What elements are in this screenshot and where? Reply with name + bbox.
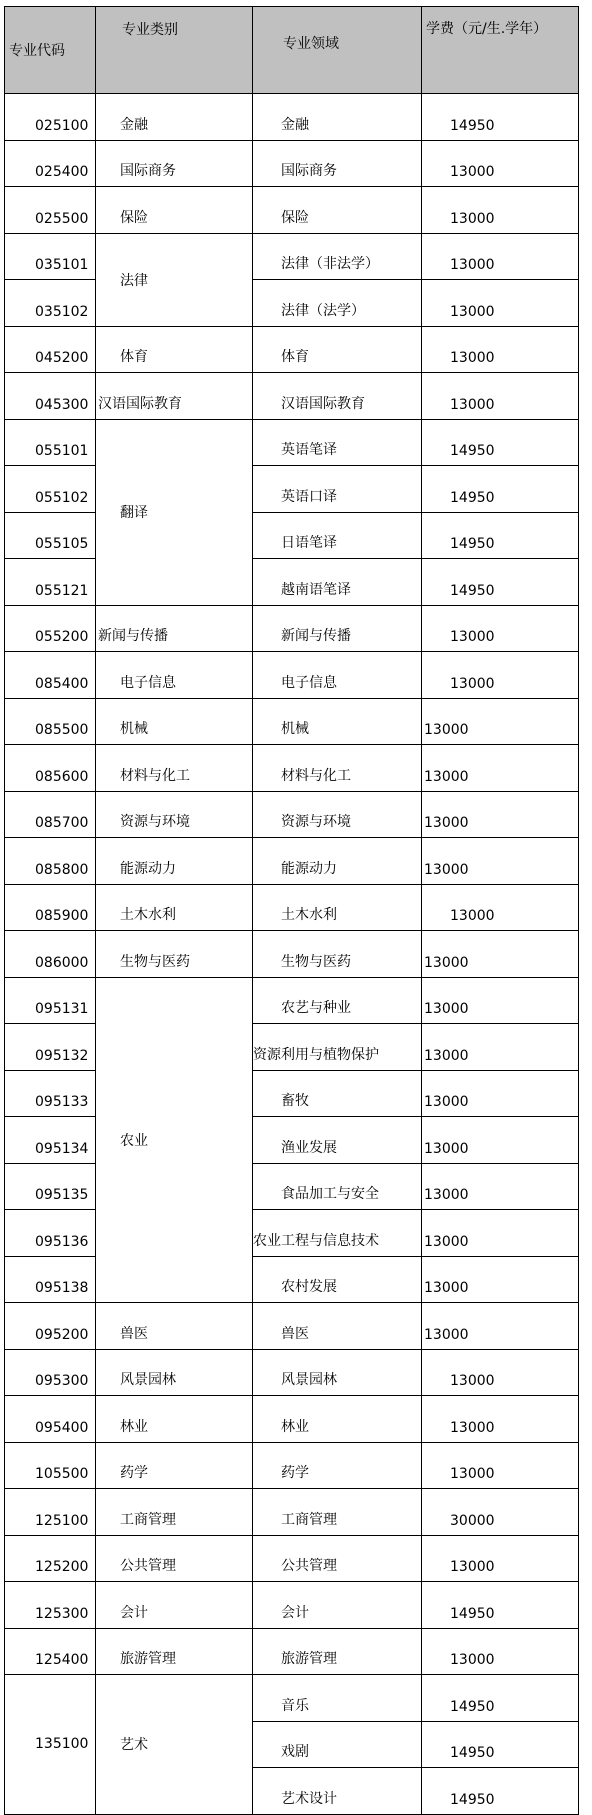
cell-field: 土木水利 bbox=[253, 884, 422, 931]
cell-code: 025400 bbox=[5, 140, 96, 187]
cell-fee: 13000 bbox=[422, 931, 579, 978]
cell-field: 能源动力 bbox=[253, 838, 422, 885]
cell-field: 生物与医药 bbox=[253, 931, 422, 978]
cell-fee: 13000 bbox=[422, 791, 579, 838]
cell-fee: 13000 bbox=[422, 1163, 579, 1210]
cell-code: 135100 bbox=[5, 1675, 96, 1815]
cell-fee: 13000 bbox=[422, 884, 579, 931]
table-row bbox=[5, 512, 579, 559]
tuition-table bbox=[4, 6, 579, 1815]
cell-fee: 13000 bbox=[422, 698, 579, 745]
cell-category: 汉语国际教育 bbox=[96, 373, 253, 420]
cell-field: 戏剧 bbox=[253, 1721, 422, 1768]
cell-fee: 13000 bbox=[422, 140, 579, 187]
table-row bbox=[5, 1163, 579, 1210]
cell-field: 汉语国际教育 bbox=[253, 373, 422, 420]
cell-field: 艺术设计 bbox=[253, 1768, 422, 1815]
cell-code: 095135 bbox=[5, 1163, 96, 1210]
cell-code: 085800 bbox=[5, 838, 96, 885]
cell-field: 农业工程与信息技术 bbox=[253, 1210, 422, 1257]
cell-category: 生物与医药 bbox=[96, 931, 253, 978]
cell-field: 新闻与传播 bbox=[253, 605, 422, 652]
table-row bbox=[5, 419, 579, 466]
cell-field: 体育 bbox=[253, 326, 422, 373]
cell-fee: 14950 bbox=[422, 419, 579, 466]
table-row bbox=[5, 931, 579, 978]
cell-field: 日语笔译 bbox=[253, 512, 422, 559]
cell-field: 机械 bbox=[253, 698, 422, 745]
cell-field: 法律（非法学） bbox=[253, 233, 422, 280]
cell-code: 095138 bbox=[5, 1256, 96, 1303]
cell-code: 055101 bbox=[5, 419, 96, 466]
table-row bbox=[5, 1070, 579, 1117]
cell-category: 金融 bbox=[96, 94, 253, 141]
cell-code: 125100 bbox=[5, 1489, 96, 1536]
cell-fee: 13000 bbox=[422, 1442, 579, 1489]
table-row bbox=[5, 1582, 579, 1629]
cell-field: 英语口译 bbox=[253, 466, 422, 513]
table-row bbox=[5, 977, 579, 1024]
cell-field: 音乐 bbox=[253, 1675, 422, 1722]
cell-code: 085900 bbox=[5, 884, 96, 931]
cell-fee: 14950 bbox=[422, 1768, 579, 1815]
cell-fee: 14950 bbox=[422, 94, 579, 141]
header-field: 专业领域 bbox=[253, 7, 422, 94]
table-row bbox=[5, 1256, 579, 1303]
cell-category: 电子信息 bbox=[96, 652, 253, 699]
cell-category: 保险 bbox=[96, 187, 253, 234]
table-row bbox=[5, 1210, 579, 1257]
cell-fee: 13000 bbox=[422, 1303, 579, 1350]
cell-code: 095136 bbox=[5, 1210, 96, 1257]
table-row bbox=[5, 94, 579, 141]
cell-fee: 13000 bbox=[422, 1628, 579, 1675]
cell-category: 风景园林 bbox=[96, 1349, 253, 1396]
cell-field: 英语笔译 bbox=[253, 419, 422, 466]
cell-fee: 13000 bbox=[422, 233, 579, 280]
cell-fee: 13000 bbox=[422, 745, 579, 792]
cell-category: 机械 bbox=[96, 698, 253, 745]
table-row bbox=[5, 745, 579, 792]
cell-category: 兽医 bbox=[96, 1303, 253, 1350]
cell-fee: 13000 bbox=[422, 652, 579, 699]
cell-code: 105500 bbox=[5, 1442, 96, 1489]
cell-code: 125400 bbox=[5, 1628, 96, 1675]
cell-fee: 13000 bbox=[422, 605, 579, 652]
cell-code: 055102 bbox=[5, 466, 96, 513]
cell-category: 农业 bbox=[96, 977, 253, 1303]
table-row bbox=[5, 1442, 579, 1489]
cell-field: 国际商务 bbox=[253, 140, 422, 187]
cell-fee: 13000 bbox=[422, 977, 579, 1024]
cell-field: 资源与环境 bbox=[253, 791, 422, 838]
table-row bbox=[5, 1675, 579, 1722]
cell-code: 035102 bbox=[5, 280, 96, 327]
cell-category: 材料与化工 bbox=[96, 745, 253, 792]
cell-field: 公共管理 bbox=[253, 1535, 422, 1582]
cell-fee: 13000 bbox=[422, 187, 579, 234]
cell-fee: 13000 bbox=[422, 1349, 579, 1396]
cell-category: 药学 bbox=[96, 1442, 253, 1489]
cell-code: 085500 bbox=[5, 698, 96, 745]
table-row bbox=[5, 838, 579, 885]
cell-fee: 13000 bbox=[422, 326, 579, 373]
cell-code: 095131 bbox=[5, 977, 96, 1024]
cell-code: 095133 bbox=[5, 1070, 96, 1117]
table-row bbox=[5, 1396, 579, 1443]
cell-code: 125200 bbox=[5, 1535, 96, 1582]
cell-category: 土木水利 bbox=[96, 884, 253, 931]
header-code: 专业代码 bbox=[5, 7, 96, 94]
cell-category: 资源与环境 bbox=[96, 791, 253, 838]
table-row bbox=[5, 187, 579, 234]
cell-category: 体育 bbox=[96, 326, 253, 373]
table-row bbox=[5, 280, 579, 327]
cell-field: 风景园林 bbox=[253, 1349, 422, 1396]
cell-code: 095132 bbox=[5, 1024, 96, 1071]
cell-fee: 13000 bbox=[422, 1256, 579, 1303]
cell-code: 035101 bbox=[5, 233, 96, 280]
cell-category: 能源动力 bbox=[96, 838, 253, 885]
table-row bbox=[5, 1349, 579, 1396]
cell-field: 电子信息 bbox=[253, 652, 422, 699]
cell-fee: 14950 bbox=[422, 1721, 579, 1768]
table-row bbox=[5, 466, 579, 513]
table-row bbox=[5, 1303, 579, 1350]
header-category: 专业类别 bbox=[96, 7, 253, 94]
table-row bbox=[5, 1489, 579, 1536]
header-fee: 学费（元/生.学年） bbox=[422, 7, 579, 94]
cell-code: 085400 bbox=[5, 652, 96, 699]
cell-code: 095200 bbox=[5, 1303, 96, 1350]
cell-fee: 14950 bbox=[422, 1582, 579, 1629]
cell-category: 工商管理 bbox=[96, 1489, 253, 1536]
cell-code: 086000 bbox=[5, 931, 96, 978]
cell-category: 国际商务 bbox=[96, 140, 253, 187]
cell-field: 兽医 bbox=[253, 1303, 422, 1350]
cell-field: 资源利用与植物保护 bbox=[253, 1024, 422, 1071]
cell-fee: 13000 bbox=[422, 1024, 579, 1071]
cell-field: 会计 bbox=[253, 1582, 422, 1629]
cell-code: 055105 bbox=[5, 512, 96, 559]
cell-code: 045200 bbox=[5, 326, 96, 373]
cell-fee: 13000 bbox=[422, 1070, 579, 1117]
cell-field: 食品加工与安全 bbox=[253, 1163, 422, 1210]
cell-fee: 13000 bbox=[422, 1396, 579, 1443]
cell-fee: 14950 bbox=[422, 1675, 579, 1722]
cell-category: 法律 bbox=[96, 233, 253, 326]
cell-fee: 13000 bbox=[422, 1535, 579, 1582]
cell-field: 渔业发展 bbox=[253, 1117, 422, 1164]
table-row bbox=[5, 1628, 579, 1675]
table-row bbox=[5, 233, 579, 280]
cell-code: 025500 bbox=[5, 187, 96, 234]
table-row bbox=[5, 652, 579, 699]
table-row bbox=[5, 326, 579, 373]
cell-code: 045300 bbox=[5, 373, 96, 420]
cell-category: 会计 bbox=[96, 1582, 253, 1629]
cell-field: 药学 bbox=[253, 1442, 422, 1489]
cell-fee: 14950 bbox=[422, 466, 579, 513]
table-row bbox=[5, 1024, 579, 1071]
cell-category: 艺术 bbox=[96, 1675, 253, 1815]
cell-fee: 14950 bbox=[422, 512, 579, 559]
cell-category: 旅游管理 bbox=[96, 1628, 253, 1675]
cell-fee: 13000 bbox=[422, 373, 579, 420]
table-row bbox=[5, 884, 579, 931]
table-row bbox=[5, 373, 579, 420]
table-row bbox=[5, 791, 579, 838]
cell-fee: 13000 bbox=[422, 1117, 579, 1164]
header-row bbox=[5, 7, 579, 94]
cell-code: 095400 bbox=[5, 1396, 96, 1443]
cell-code: 125300 bbox=[5, 1582, 96, 1629]
table-row bbox=[5, 559, 579, 606]
cell-fee: 30000 bbox=[422, 1489, 579, 1536]
cell-field: 畜牧 bbox=[253, 1070, 422, 1117]
cell-code: 095134 bbox=[5, 1117, 96, 1164]
cell-field: 旅游管理 bbox=[253, 1628, 422, 1675]
cell-code: 095300 bbox=[5, 1349, 96, 1396]
table-row bbox=[5, 1117, 579, 1164]
cell-field: 法律（法学） bbox=[253, 280, 422, 327]
cell-category: 公共管理 bbox=[96, 1535, 253, 1582]
cell-field: 工商管理 bbox=[253, 1489, 422, 1536]
cell-code: 085700 bbox=[5, 791, 96, 838]
cell-category: 翻译 bbox=[96, 419, 253, 605]
cell-field: 农村发展 bbox=[253, 1256, 422, 1303]
cell-fee: 13000 bbox=[422, 1210, 579, 1257]
cell-fee: 14950 bbox=[422, 559, 579, 606]
cell-fee: 13000 bbox=[422, 280, 579, 327]
cell-field: 农艺与种业 bbox=[253, 977, 422, 1024]
cell-field: 金融 bbox=[253, 94, 422, 141]
table-row bbox=[5, 605, 579, 652]
cell-category: 林业 bbox=[96, 1396, 253, 1443]
cell-field: 林业 bbox=[253, 1396, 422, 1443]
cell-fee: 13000 bbox=[422, 838, 579, 885]
cell-field: 越南语笔译 bbox=[253, 559, 422, 606]
table-row bbox=[5, 698, 579, 745]
cell-field: 材料与化工 bbox=[253, 745, 422, 792]
cell-field: 保险 bbox=[253, 187, 422, 234]
table-row bbox=[5, 140, 579, 187]
cell-category: 新闻与传播 bbox=[96, 605, 253, 652]
cell-code: 055200 bbox=[5, 605, 96, 652]
cell-code: 085600 bbox=[5, 745, 96, 792]
cell-code: 025100 bbox=[5, 94, 96, 141]
cell-code: 055121 bbox=[5, 559, 96, 606]
table-row bbox=[5, 1535, 579, 1582]
